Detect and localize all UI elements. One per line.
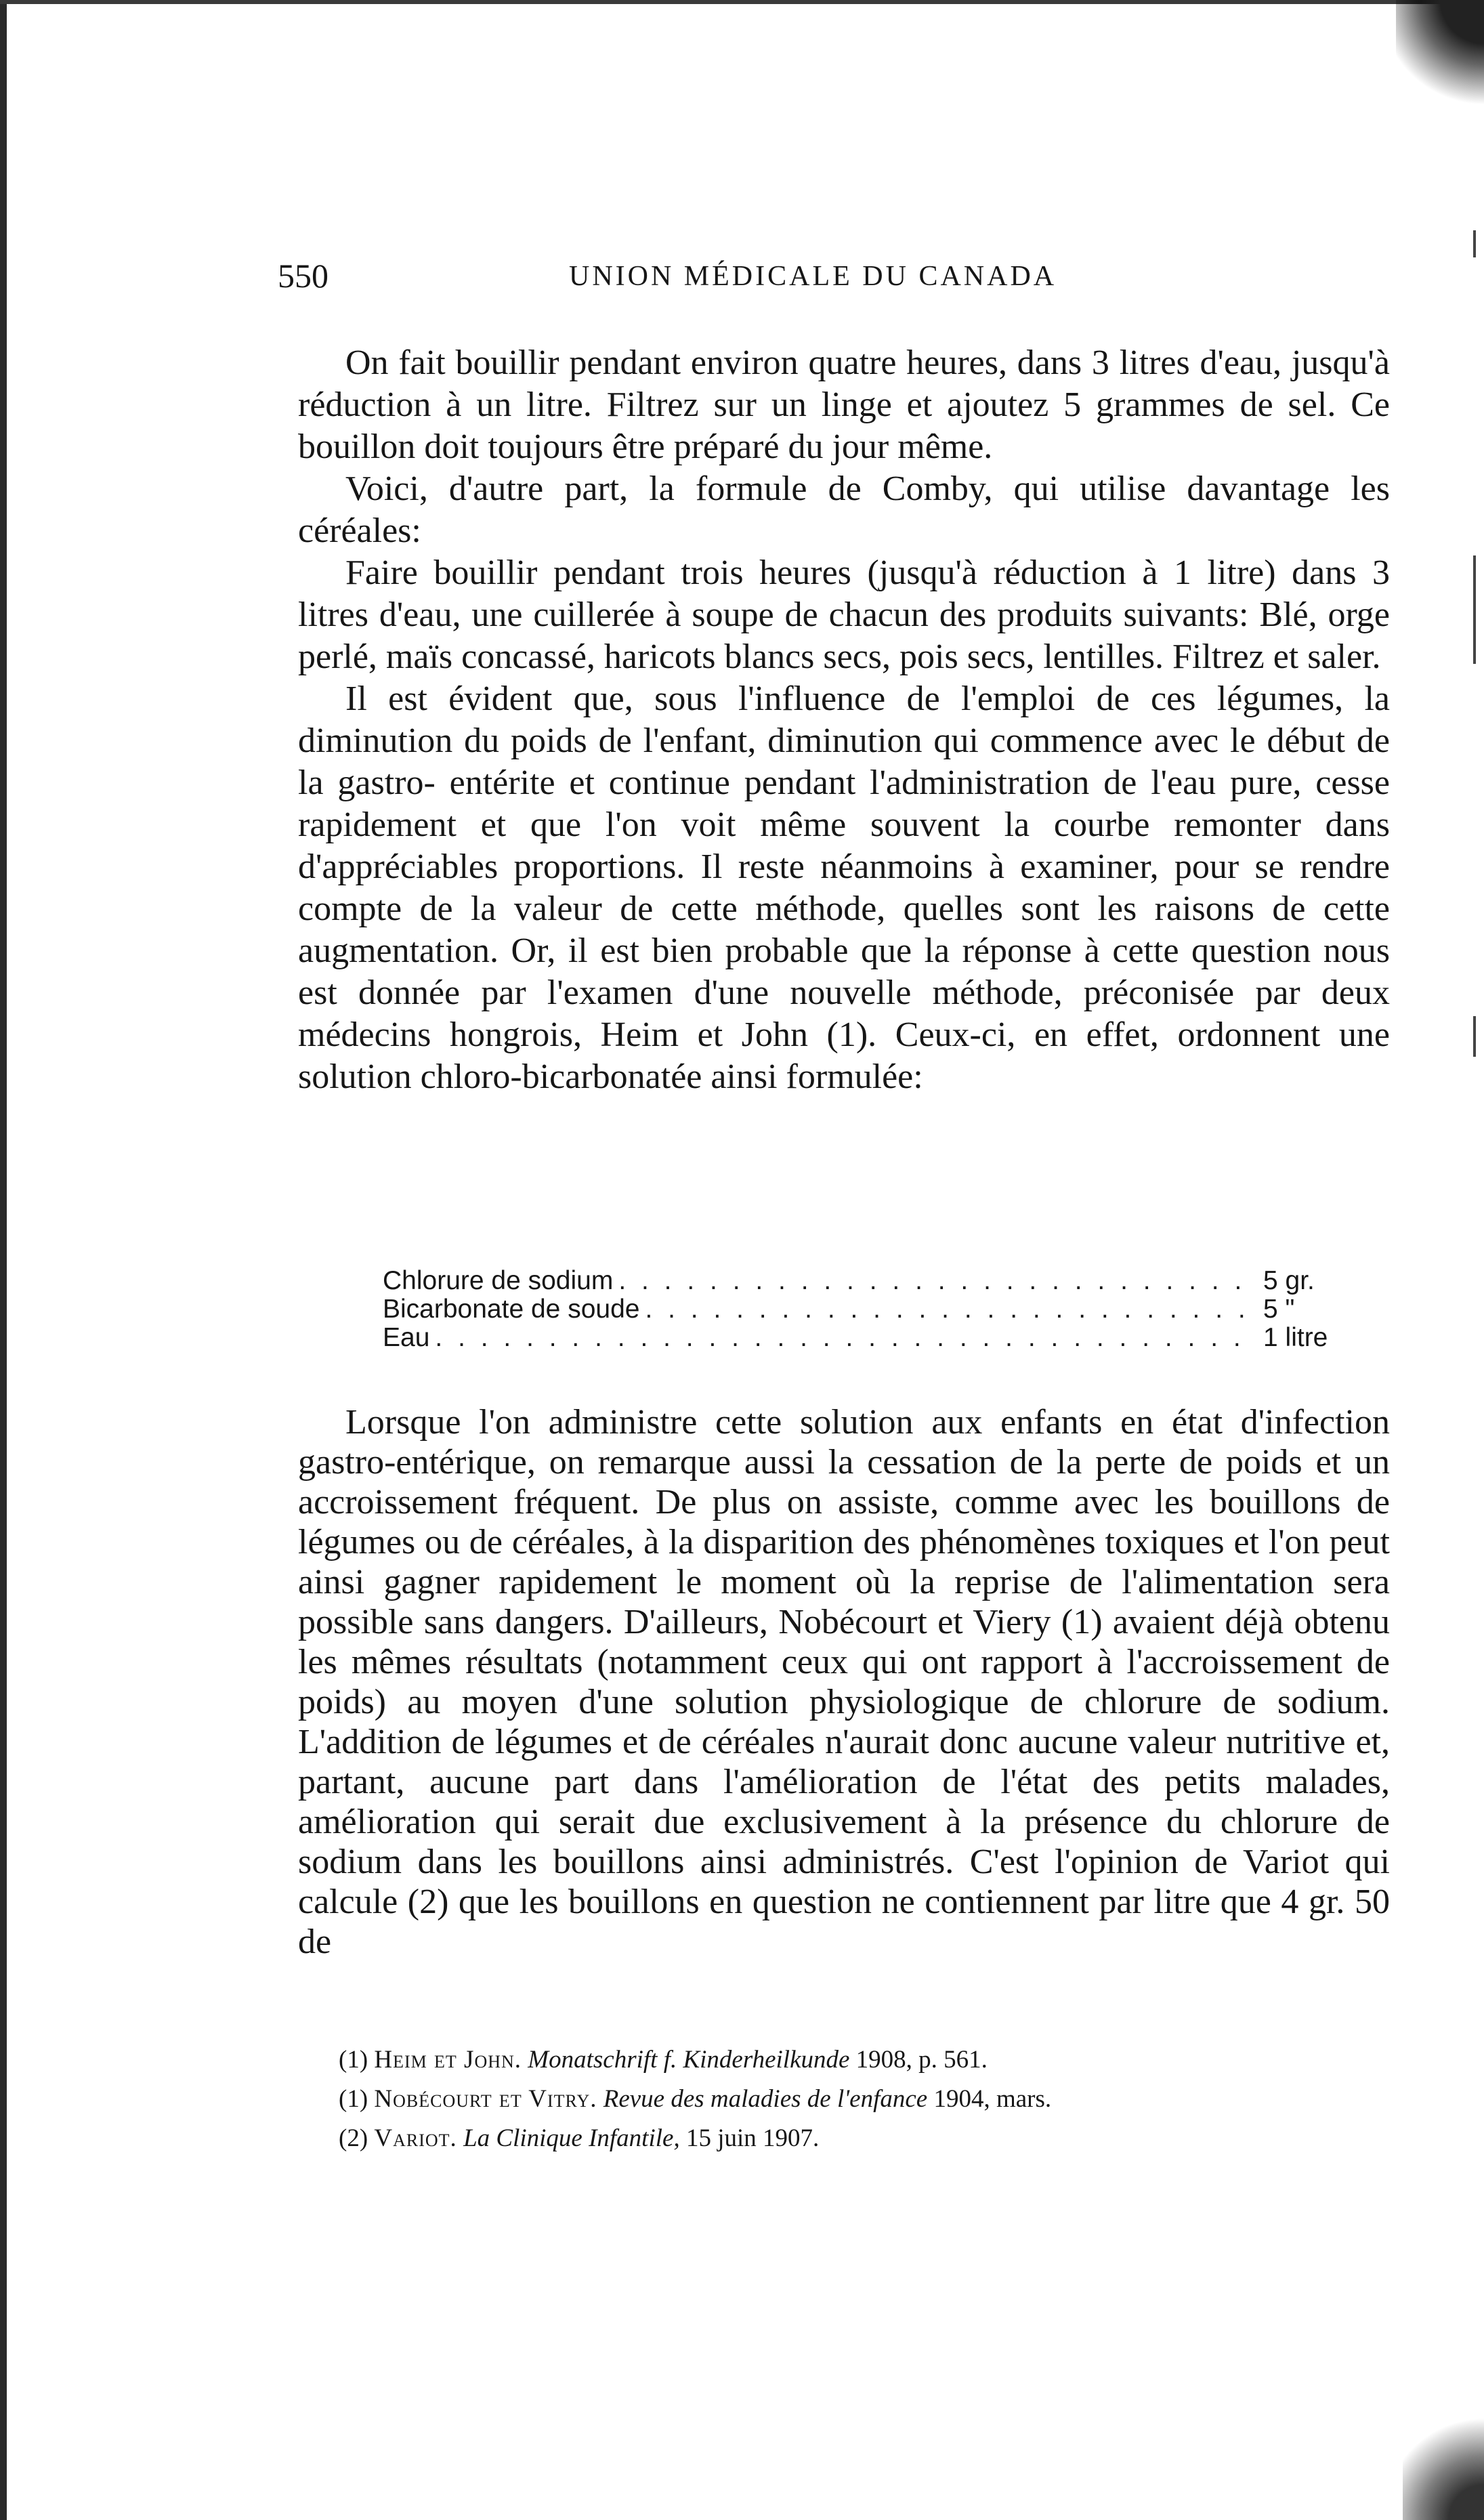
body-text: [298, 342, 1390, 1098]
ingredient-name: Bicarbonate de soude: [383, 1295, 640, 1324]
footnote: [339, 2119, 1395, 2158]
footnote: [339, 2040, 1395, 2080]
footnote-marker: (1): [339, 2085, 368, 2113]
dot-leader: [435, 1324, 1258, 1352]
page-scan-top-edge: [0, 0, 1484, 4]
dot-leader: [645, 1295, 1258, 1324]
footnotes: [339, 2040, 1395, 2158]
footnote-title: La Clinique Infantile,: [463, 2124, 680, 2152]
paragraph: Lorsque l'on administre cette solution aux enfants en état d'infection gastro-entérique, on remarque aussi la cessation de la perte de poids et un accroissement fréquent. De plus on assiste, comme avec les bouillons de légumes ou de céréales, à la disparition des phénomènes toxiques et l'on peut ainsi gagner rapidement le moment où la reprise de l'alimentation sera possible sans dangers. D'ailleurs, Nobécourt et Viery (1) avaient déjà obtenu les mêmes résultats (notamment ceux qui ont rapport à l'accroissement de poids) au moyen d'une solution physiologique de chlorure de sodium. L'addition de légumes et de céréales n'aurait donc aucune valeur nutritive et, partant, aucune part dans l'amélioration de l'état des petits malades, amélioration qui serait due exclusivement à la présence du chlorure de sodium dans les bouillons ainsi administrés. C'est l'opinion de Variot qui calcule (2) que les bouillons en question ne contiennent par litre que 4 gr. 50 de: [298, 1403, 1390, 1961]
footnote-authors: Variot.: [374, 2124, 457, 2152]
scan-corner-shadow: [1396, 0, 1484, 115]
dot-leader: [618, 1267, 1258, 1295]
page-header: [278, 256, 1402, 310]
running-head: UNION MÉDICALE DU CANADA: [569, 261, 1057, 292]
footnote-authors: Heim et John.: [374, 2046, 522, 2074]
paragraph: Il est évident que, sous l'influence de l'emploi de ces légumes, la diminution du poids de l'enfant, diminution qui commence avec le début de la gastro- entérite et continue pendant l'administration de l'eau pure, cesse rapidement et que l'on voit même souvent la courbe remonter dans d'appréciables proportions. Il reste néanmoins à examiner, pour se rendre compte de la valeur de cette méthode, quelles sont les raisons de cette augmentation. Or, il est bien probable que la réponse à cette question nous est donnée par l'examen d'une nouvelle méthode, préconisée par deux médecins hongrois, Heim et John (1). Ceux-ci, en effet, ordonnent une solution chloro-bicarbonatée ainsi formulée:: [298, 679, 1390, 1096]
footnote-ref: 1908, p. 561.: [855, 2046, 988, 2074]
recipe-row: [383, 1267, 1351, 1295]
scan-edge-mark: [1473, 230, 1476, 257]
body-text: [298, 1402, 1390, 1962]
footnote: [339, 2080, 1395, 2119]
paragraph: On fait bouillir pendant environ quatre heures, dans 3 litres d'eau, jusqu'à réduction à un litre. Filtrez sur un linge et ajoutez 5 grammes de sel. Ce bouillon doit toujours être préparé du jour même.: [298, 343, 1390, 466]
scan-edge-mark: [1473, 1016, 1476, 1057]
ingredient-name: Chlorure de sodium: [383, 1266, 614, 1295]
footnote-title: Revue des maladies de l'enfance: [603, 2085, 928, 2113]
recipe-table: [383, 1267, 1351, 1352]
page-scan-edge: [0, 0, 7, 2520]
footnote-ref: 1904, mars.: [933, 2085, 1052, 2113]
page-number: 550: [278, 257, 328, 295]
ingredient-qty: 5 ": [1263, 1295, 1295, 1324]
footnote-title: Monatschrift f. Kinderheilkunde: [528, 2046, 850, 2074]
footnote-marker: (1): [339, 2046, 368, 2074]
paragraph: Faire bouillir pendant trois heures (jusqu'à réduction à 1 litre) dans 3 litres d'eau, une cuillerée à soupe de chacun des produits suivants: Blé, orge perlé, maïs concassé, haricots blancs secs, pois secs, lentilles. Filtrez et saler.: [298, 553, 1390, 676]
footnote-marker: (2): [339, 2124, 368, 2152]
footnote-authors: Nobécourt et Vitry.: [374, 2085, 597, 2113]
ingredient-qty: 1 litre: [1263, 1323, 1328, 1352]
ingredient-qty: 5 gr.: [1263, 1266, 1315, 1295]
footnote-ref: 15 juin 1907.: [685, 2124, 820, 2152]
scan-corner-shadow: [1403, 2405, 1484, 2520]
scan-edge-mark: [1473, 555, 1476, 664]
recipe-row: [383, 1295, 1351, 1324]
paragraph: Voici, d'autre part, la formule de Comby, qui utilise davantage les céréales:: [298, 469, 1390, 550]
recipe-row: [383, 1324, 1351, 1352]
ingredient-name: Eau: [383, 1323, 430, 1352]
